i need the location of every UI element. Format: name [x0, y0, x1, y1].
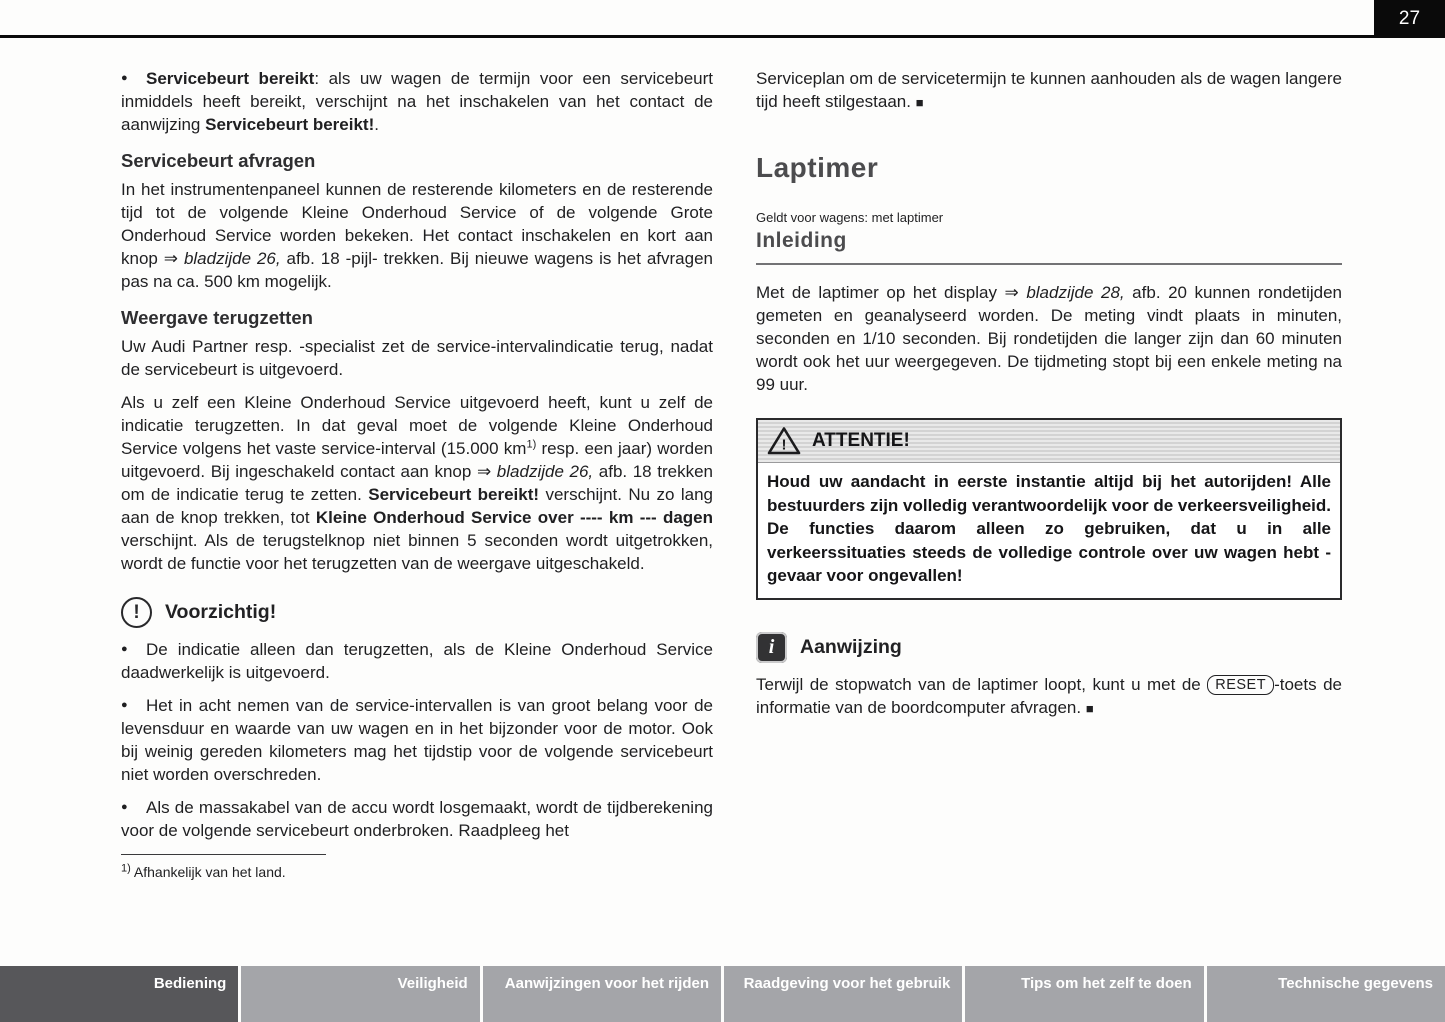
tab-bediening[interactable]: Bediening: [0, 966, 238, 1022]
bullet-icon: ●: [121, 801, 128, 813]
paragraph-terugzetten-1: Uw Audi Partner resp. -specialist zet de service-intervalindicatie terug, nadat de servicebeurt is uitgevoerd.: [121, 337, 713, 379]
right-column: [756, 41, 1342, 964]
top-rule: [0, 0, 1445, 38]
text-run-bold: Servicebeurt bereikt!: [205, 115, 375, 134]
caution-header: [121, 597, 713, 628]
text-run: afb. 18 -pijl- trekken. Bij nieuwe wagens is het afvragen pas na ca. 500 km mogelijk.: [121, 249, 713, 291]
note-header: [756, 632, 1342, 663]
page-reference: bladzijde 28,: [1026, 283, 1125, 302]
bullet-icon: ●: [121, 72, 128, 84]
info-icon: i: [756, 632, 787, 663]
text-run: resp. een jaar) worden uitgevoerd. Bij ingeschakeld contact aan knop: [121, 439, 713, 481]
page-body: [0, 41, 1445, 964]
page-reference: bladzijde 26,: [496, 462, 594, 481]
text-run-bold: Kleine Onderhoud Service over ---- km --- dagen: [315, 508, 714, 527]
caution-circle-icon: [121, 597, 152, 628]
text-run-bold: Servicebeurt bereikt!: [368, 485, 540, 504]
section-tab-bar: [0, 966, 1445, 1022]
text-run: Afhankelijk van het land.: [130, 864, 286, 880]
text-run: Terwijl de stopwatch van de laptimer loopt, kunt u met de: [756, 674, 1208, 694]
footnote: [121, 854, 713, 881]
page-number: 27: [1374, 0, 1445, 38]
end-of-section-icon: ■: [915, 95, 924, 110]
bullet-icon: ●: [121, 699, 128, 711]
bullet-icon: ●: [121, 643, 128, 655]
text-run: .: [374, 115, 379, 134]
left-column: [121, 41, 713, 964]
arrow-reference-icon: ⇒: [163, 249, 184, 268]
paragraph-laptimer-intro: [756, 281, 1342, 396]
attention-header: [758, 420, 1340, 463]
section-title-servicebeurt-afvragen: Servicebeurt afvragen: [121, 150, 316, 171]
text-run: In het instrumentenpaneel kunnen de resterende kilometers en de resterende tijd tot de volgende Kleine Onderhoud Service of de volgende Grote Onderhoud Service worden bekeken. Het contact inschakelen en kort aan knop: [121, 180, 713, 268]
end-of-section-icon: ■: [1085, 700, 1094, 716]
caution-item: [121, 796, 713, 842]
text-run: Als u zelf een Kleine Onderhoud Service uitgevoerd heeft, kunt u zelf de indicatie terugzetten. In dat geval moet de volgende Kleine Onderhoud Service volgens het vaste service-interval (15.000 km: [121, 393, 713, 458]
text-run: afb. 20 kunnen rondetijden gemeten en geanalyseerd worden. De meting vindt plaats in minuten, seconden en 1/10 seconden. Bij rondetijden die langer zijn dan 60 minuten wordt ook het uur weergegeven. De tijdmeting stopt bij een enkele meting na 99 uur.: [756, 283, 1343, 394]
text-run: verschijnt. Nu zo lang aan de knop trekken, tot: [121, 485, 713, 527]
footnote-divider: [121, 854, 326, 855]
text-run: De indicatie alleen dan terugzetten, als de Kleine Onderhoud Service daadwerkelijk is uitgevoerd.: [121, 640, 713, 682]
text-run: Serviceplan om de servicetermijn te kunnen aanhouden als de wagen langere tijd heeft stilgestaan.: [756, 69, 1342, 111]
text-run: Het in acht nemen van de service-intervallen is van groot belang voor de levensduur en waarde van uw wagen en in het bijzonder voor de motor. Ook bij weinig gereden kilometers mag het tijdstip voor de volgende servicebeurt niet worden overschreden.: [121, 696, 713, 784]
footnote-text: [121, 863, 713, 881]
exclamation-glyph: !: [133, 601, 140, 623]
svg-text:!: !: [781, 436, 787, 454]
note-title: Aanwijzing: [800, 635, 902, 658]
continued-paragraph: [756, 67, 1342, 114]
text-run-bold: Servicebeurt bereikt: [146, 69, 315, 88]
warning-triangle-icon: [767, 426, 801, 456]
text-run: -toets de informatie van de boordcomputer afvragen.: [756, 674, 1342, 717]
reset-keycap: RESET: [1207, 675, 1274, 695]
tab-technische-gegevens[interactable]: Technische gegevens: [1207, 966, 1445, 1022]
caution-item: [121, 638, 713, 684]
section-title-inleiding: Inleiding: [756, 229, 1342, 265]
chapter-title-laptimer: Laptimer: [756, 152, 879, 183]
paragraph-terugzetten-2: [121, 391, 713, 575]
tab-tips-om-het-zelf-te-doen[interactable]: Tips om het zelf te doen: [965, 966, 1203, 1022]
tab-aanwijzingen-voor-het-rijden[interactable]: Aanwijzingen voor het rijden: [483, 966, 721, 1022]
applies-to-note: Geldt voor wagens: met laptimer: [756, 210, 944, 225]
footnote-marker: 1): [121, 862, 131, 875]
text-run: : als uw wagen de termijn voor een servicebeurt inmiddels heeft bereikt, verschijnt na het inschakelen van het contact de aanwijzing: [121, 69, 714, 134]
paragraph-servicebeurt-afvragen: [121, 178, 713, 293]
caution-item: [121, 694, 713, 786]
text-run: Als de massakabel van de accu wordt losgemaakt, wordt de tijdberekening voor de volgende servicebeurt onderbroken. Raadpleeg het: [121, 798, 713, 840]
arrow-reference-icon: ⇒: [476, 462, 497, 481]
attention-body: Houd uw aandacht in eerste instantie altijd bij het autorijden! Alle bestuurders zijn volledig verantwoordelijk voor de verkeersveiligheid. De functies daarom alleen zo gebruiken, dat u in alle verkeerssituaties steeds de volledige controle over uw wagen hebt - gevaar voor ongevallen!: [767, 472, 1332, 585]
text-run: afb. 18 trekken om de indicatie terug te zetten.: [121, 462, 713, 504]
attention-title: ATTENTIE!: [812, 430, 910, 451]
footnote-marker: 1): [526, 438, 537, 451]
service-reached-bullet: [121, 67, 713, 136]
caution-title: Voorzichtig!: [165, 601, 277, 623]
attention-box: [756, 418, 1342, 600]
tab-veiligheid[interactable]: Veiligheid: [241, 966, 479, 1022]
tab-raadgeving-voor-het-gebruik[interactable]: Raadgeving voor het gebruik: [724, 966, 962, 1022]
paragraph-note: [756, 673, 1342, 720]
page-reference: bladzijde 26,: [183, 249, 281, 268]
arrow-reference-icon: ⇒: [1004, 283, 1027, 302]
section-title-weergave-terugzetten: Weergave terugzetten: [121, 307, 313, 328]
text-run: verschijnt. Als de terugstelknop niet binnen 5 seconden wordt uitgetrokken, wordt de functie voor het terugzetten van de weergave uitgeschakeld.: [121, 531, 713, 573]
text-run: Met de laptimer op het display: [756, 283, 1005, 302]
